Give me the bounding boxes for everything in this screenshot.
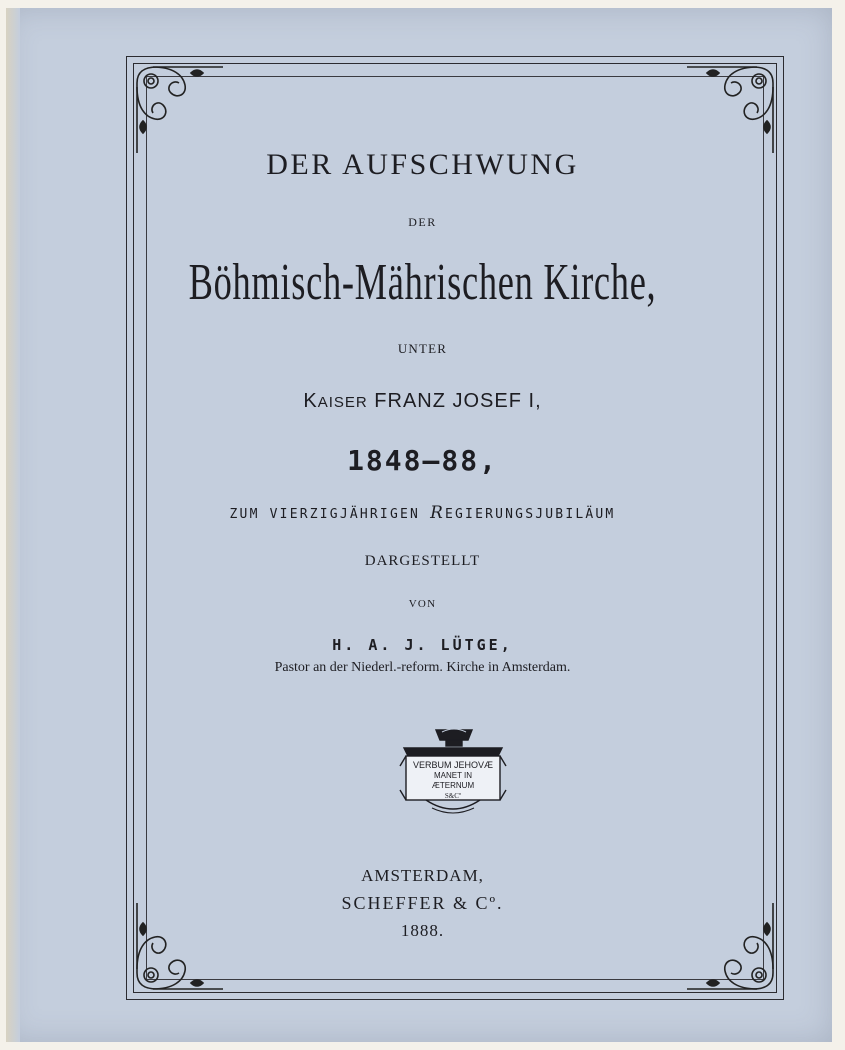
jubilee-rest: EGIERUNGSJUBILÄUM bbox=[445, 507, 616, 522]
dargestellt-label: DARGESTELLT bbox=[364, 553, 481, 569]
unter-label: UNTER bbox=[397, 341, 448, 356]
monogram: S&Cº bbox=[444, 792, 462, 800]
motto-line-2: MANET IN bbox=[433, 771, 473, 780]
title-der: DER bbox=[408, 215, 437, 229]
title-line: DER AUFSCHWUNG bbox=[266, 148, 579, 181]
von-label: VON bbox=[408, 598, 437, 610]
corner-ornament-bottom-left-icon bbox=[133, 901, 225, 993]
kaiser-name: FRANZ JOSEF I, bbox=[374, 390, 542, 412]
corner-ornament-bottom-right-icon bbox=[685, 901, 777, 993]
jubilee-initial: R bbox=[430, 502, 445, 522]
author-role: Pastor an der Niederl.-reform. Kirche in Amsterdam. bbox=[274, 660, 571, 675]
years-line: 1848—88, bbox=[347, 444, 498, 477]
kaiser-initial: K bbox=[303, 390, 318, 412]
corner-ornament-top-right-icon bbox=[685, 63, 777, 155]
printer-mark-icon bbox=[396, 726, 510, 822]
corner-ornament-top-left-icon bbox=[133, 63, 225, 155]
year: 1888. bbox=[400, 921, 445, 940]
publisher: SCHEFFER & Cº. bbox=[341, 893, 504, 913]
jubilee-lead: ZUM VIERZIGJÄHRIGEN bbox=[229, 507, 421, 522]
jubilee-line bbox=[0, 502, 845, 522]
kaiser-line bbox=[0, 390, 845, 413]
motto-line-3: ÆTERNUM bbox=[431, 781, 475, 790]
motto-line-1: VERBUM JEHOVÆ bbox=[412, 760, 494, 770]
author-name: H. A. J. LÜTGE, bbox=[332, 636, 513, 654]
city: AMSTERDAM, bbox=[361, 866, 484, 885]
kaiser-rest: AISER bbox=[317, 394, 368, 411]
main-title: Böhmisch-Mährischen Kirche, bbox=[188, 254, 657, 311]
innermost-border bbox=[146, 76, 764, 980]
